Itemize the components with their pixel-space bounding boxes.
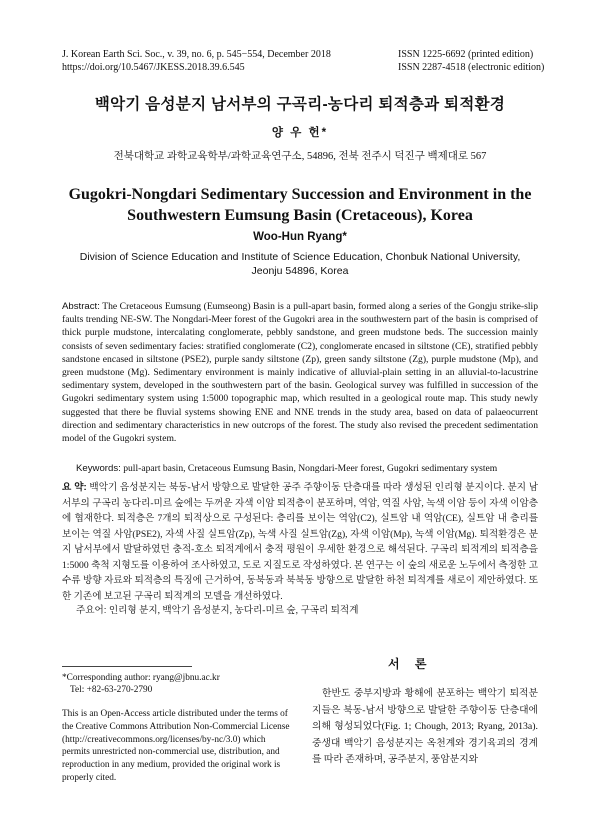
issn-electronic: ISSN 2287-4518 (electronic edition) bbox=[398, 62, 545, 73]
english-affiliation: Division of Science Education and Institute of Science Education, Chonbuk National University, Jeonju 54896, Korea bbox=[79, 251, 521, 277]
footnote-divider bbox=[62, 666, 192, 667]
korean-author: 양 우 헌* bbox=[271, 127, 329, 139]
introduction-heading: 서 론 bbox=[388, 657, 433, 671]
doi-link[interactable]: https://doi.org/10.5467/JKESS.2018.39.6.545 bbox=[62, 62, 245, 73]
license-note: This is an Open-Access article distributed under the terms of the Creative Commons Attribution Non-Commercial License (http://creativecommons.org/licenses/by-nc/3.0) which permits unrestricted non-commercial use, distribution, and reproduction in any medium, provided the original work is properly cited. bbox=[62, 709, 290, 783]
korean-keywords-label: 주요어: bbox=[76, 605, 107, 616]
journal-citation bbox=[62, 48, 362, 74]
abstract-label: Abstract: bbox=[62, 301, 100, 312]
corresponding-email: *Corresponding author: ryang@jbnu.ac.kr bbox=[62, 673, 220, 683]
abstract-text: The Cretaceous Eumsung (Eumseong) Basin is a pull-apart basin, formed along a series of the Gongju strike-slip faults trending NE-SW. The Nongdari-Meer forest of the Gugokri area in the southwestern part of the basin is comprised of thick purple mudstone, intercalating conglomerate, pebbly sandstone, and green mudstone beds. The succession mainly consists of seven sedimentary facies: stratified conglomerate (C2), conglomerate encased in siltstone (CE), stratified pebbly sandstone encased in siltstone (PSE2), purple sandy siltstone (Zp), green sandy siltstone (Zg), purple mudstone (Mp), and green mudstone (Mg). Sedimentary environment is mainly indicative of alluvial-plain setting in an alluvial-to-lacustrine sedimentary system, developed in the southwestern part of the basin. Geological survey was fulfilled in succession of the Gugokri sedimentary system using 1:5000 topographic map, which resulted in a geological route map. This study newly suggested that there be fluvial systems showing ENE and NNE trends in the study area, based on data of palaeocurrent direction and sedimentary characteristics in new outcrops of the forest. The study also revised the precedent sedimentation model of the Gugokri system. bbox=[62, 301, 538, 445]
journal-line: J. Korean Earth Sci. Soc., v. 39, no. 6, p. 545−554, December 2018 bbox=[62, 49, 331, 60]
korean-affiliation: 전북대학교 과학교육학부/과학교육연구소, 54896, 전북 전주시 덕진구 백제대로 567 bbox=[113, 151, 487, 162]
corresponding-tel: Tel: +82-63-270-2790 bbox=[70, 685, 153, 696]
issn-block bbox=[398, 48, 558, 74]
english-author: Woo-Hun Ryang* bbox=[253, 231, 347, 243]
corresponding-author-note bbox=[62, 672, 292, 697]
korean-abstract-text: 백악기 음성분지는 북동-남서 방향으로 발달한 공주 주향이동 단층대를 따라 생성된 인리형 분지이다. 분지 남서부의 구곡리 농다리-미르 숲에는 두꺼운 자색 이암 퇴적층이 분포하며, 역암, 역질 사암, 녹색 이암 등이 자색 이암층에 협재한다. 퇴적층은 7개의 퇴적상으로 구성된다: 층리를 보이는 역암(C2), 실트암 내 역암(CE), 실트암 내 층리를 보이는 역질 사암(PSE2), 자색 사질 실트암(Zp), 녹색 사질 실트암(Zg), 자색 이암(Mp), 녹색 이암(Mg). 퇴적환경은 분지 남서부에서 발달하였던 충적-호소 퇴적계에서 충적 평원이 우세한 환경으로 해석된다. 구곡리 퇴적계의 퇴적층을 1:5000 축척 지형도를 이용하여 조사하였고, 도로 지질도로 작성하였다. 본 연구는 이 숲의 새로운 노두에서 측정한 고수류 방향 자료와 퇴적층의 특징에 근거하여, 동북동과 북북동 방향으로 발달한 하천 퇴적계를 새로이 제안하였다. 또한 기존에 보고된 구곡리 퇴적계의 모델을 개선하였다. bbox=[62, 482, 538, 602]
keywords-label: Keywords: bbox=[76, 463, 121, 474]
abstract bbox=[62, 300, 538, 445]
korean-abstract bbox=[62, 480, 538, 604]
keywords-text: pull-apart basin, Cretaceous Eumsung Basin, Nongdari-Meer forest, Gugokri sedimentary system bbox=[120, 463, 498, 474]
korean-keywords bbox=[76, 604, 538, 617]
korean-title: 백악기 음성분지 남서부의 구곡리-농다리 퇴적층과 퇴적환경 bbox=[94, 96, 506, 113]
keywords bbox=[76, 462, 538, 475]
korean-abstract-label: 요 약: bbox=[62, 482, 87, 493]
korean-keywords-text: 인리형 분지, 백악기 음성분지, 농다리-미르 숲, 구곡리 퇴적계 bbox=[106, 605, 359, 616]
introduction-text: 한반도 중부지방과 황해에 분포하는 백악기 퇴적분지들은 북동-남서 방향으로 발달한 주향이동 단층대에 의해 형성되었다(Fig. 1; Chough, 2013; Ryang, 2013a). 중생대 백악기 음성분지는 옥천계와 경기육괴의 경계를 따라 존재하며, 공주분지, 풍암분지와 bbox=[312, 688, 538, 765]
issn-print: ISSN 1225-6692 (printed edition) bbox=[398, 49, 534, 60]
english-title: Gugokri-Nongdari Sedimentary Succession and Environment in the Southwestern Eumsung Basin (Cretaceous), Korea bbox=[68, 186, 532, 224]
